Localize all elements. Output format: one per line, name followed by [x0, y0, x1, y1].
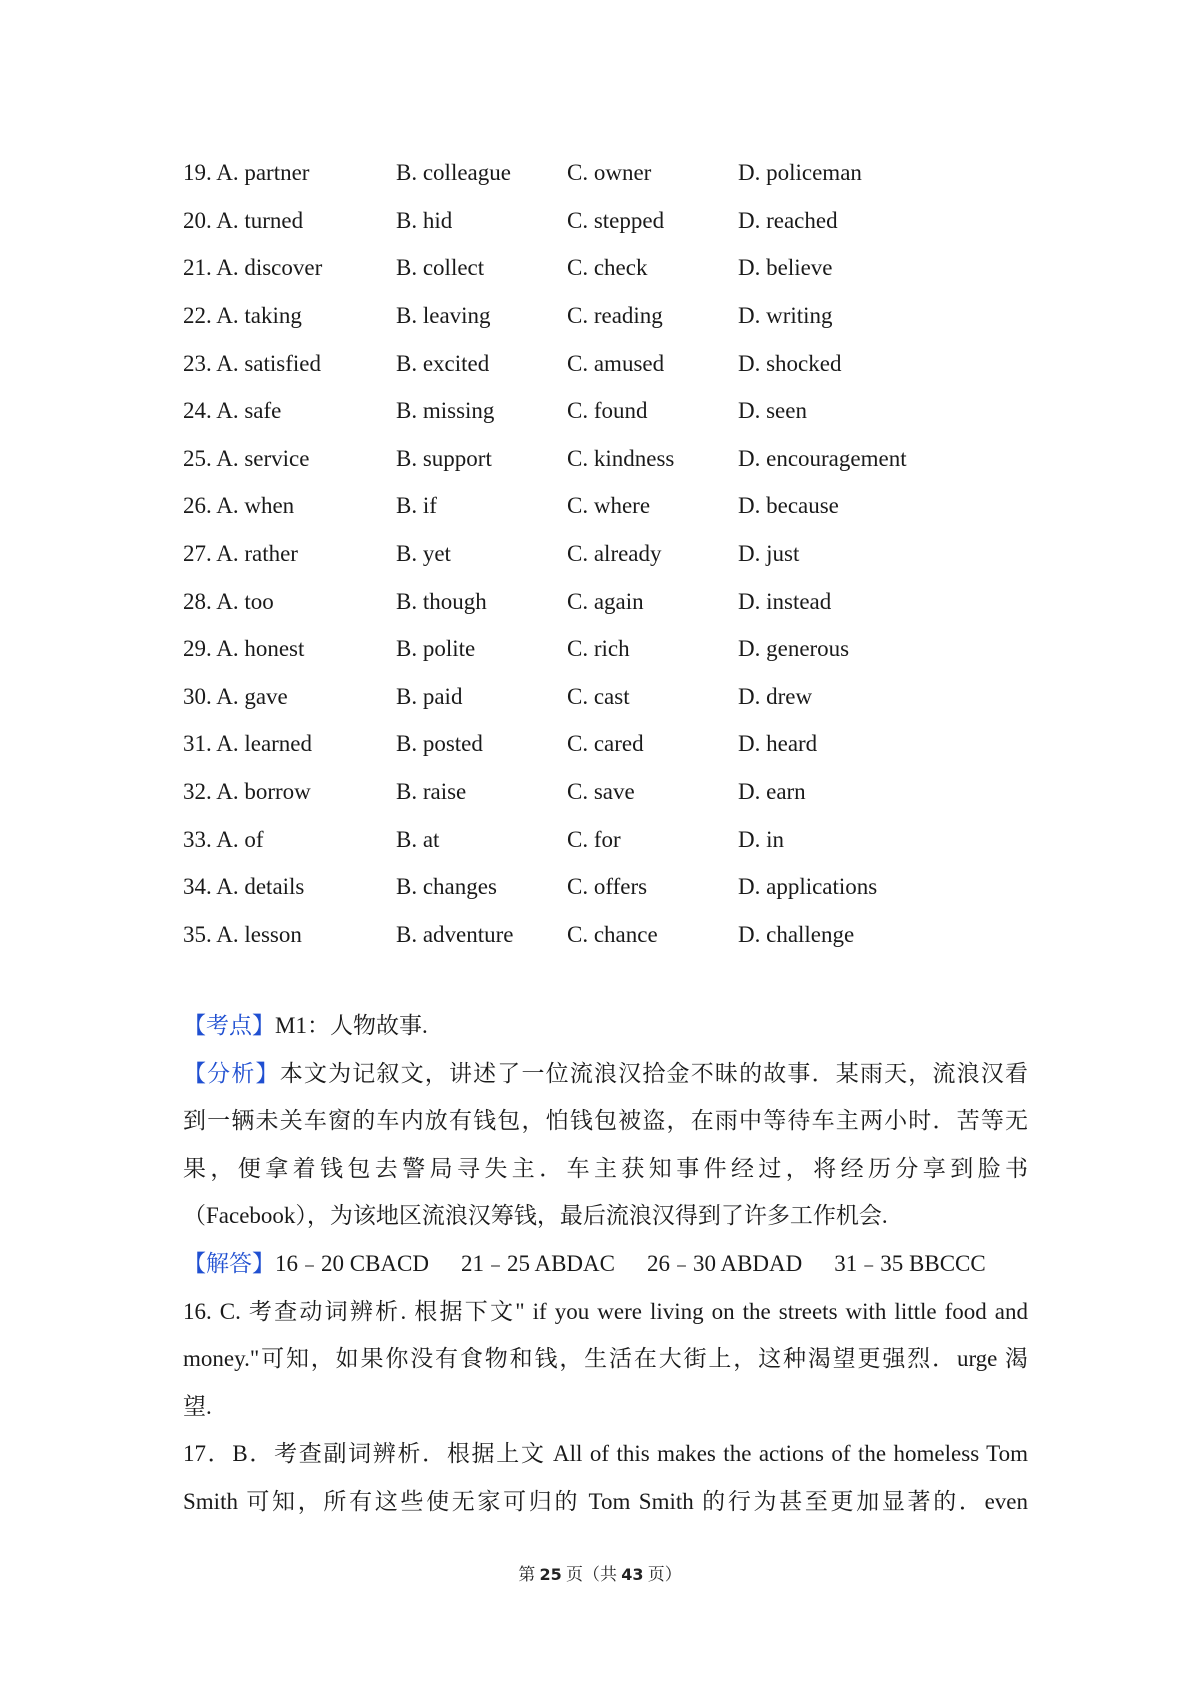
q16-line-1: 16. C. 考查动词辨析. 根据下文" if you were living on the streets with little food and: [183, 1298, 1028, 1324]
fenxi-line-1: 【分析】本文为记叙文，讲述了一位流浪汉拾金不昧的故事．某雨天，流浪汉看: [183, 1060, 1029, 1086]
option-d: D. instead: [738, 588, 832, 614]
option-d: D. drew: [738, 683, 813, 709]
option-a: 26. A. when: [183, 493, 295, 519]
option-a: 28. A. too: [183, 588, 274, 614]
kaodian-text: M1：人物故事.: [275, 1013, 428, 1038]
option-row: [183, 863, 1043, 911]
option-row: [183, 149, 1043, 197]
option-a: 20. A. turned: [183, 207, 304, 233]
option-row: [183, 577, 1043, 625]
option-a: 22. A. taking: [183, 303, 302, 329]
option-b: B. yet: [396, 541, 451, 567]
option-row: [183, 673, 1043, 721]
option-b: B. missing: [396, 398, 495, 424]
options-table: [183, 149, 1043, 958]
option-c: C. kindness: [567, 445, 675, 471]
option-b: B. leaving: [396, 303, 491, 329]
jieda-tag: 【解答】: [183, 1250, 275, 1276]
option-c: C. cared: [567, 731, 644, 757]
option-a: 29. A. honest: [183, 636, 305, 662]
analysis-section: [183, 1002, 1028, 1526]
option-c: C. for: [567, 826, 621, 852]
page-total: 43: [621, 1565, 644, 1584]
option-row: [183, 339, 1043, 387]
option-b: B. polite: [396, 636, 476, 662]
option-b: B. at: [396, 826, 440, 852]
option-a: 33. A. of: [183, 826, 264, 852]
option-a: 24. A. safe: [183, 398, 282, 424]
option-d: D. because: [738, 493, 839, 519]
option-row: [183, 720, 1043, 768]
option-d: D. shocked: [738, 350, 842, 376]
option-c: C. reading: [567, 303, 663, 329]
option-b: B. though: [396, 588, 487, 614]
option-c: C. already: [567, 541, 662, 567]
page-number: 25: [539, 1565, 562, 1584]
option-row: [183, 530, 1043, 578]
option-b: B. colleague: [396, 160, 511, 186]
option-row: [183, 292, 1043, 340]
option-c: C. check: [567, 255, 648, 281]
option-c: C. stepped: [567, 207, 665, 233]
option-d: D. earn: [738, 779, 806, 805]
option-b: B. hid: [396, 207, 453, 233]
fenxi-tag: 【分析】: [183, 1060, 280, 1086]
option-b: B. raise: [396, 779, 467, 805]
option-a: 19. A. partner: [183, 160, 310, 186]
jieda-group-2: 21﹣25 ABDAC: [461, 1250, 615, 1276]
option-a: 35. A. lesson: [183, 921, 302, 947]
option-c: C. owner: [567, 160, 652, 186]
kaodian-line: [183, 1002, 1028, 1050]
option-a: 27. A. rather: [183, 541, 298, 567]
fenxi-line-4: （Facebook），为该地区流浪汉筹钱，最后流浪汉得到了许多工作机会.: [183, 1203, 888, 1229]
option-c: C. offers: [567, 874, 648, 900]
option-b: B. if: [396, 493, 437, 519]
q17-line-1: 17．B．考查副词辨析．根据上文 All of this makes the actions of the homeless Tom: [183, 1441, 1028, 1467]
option-a: 25. A. service: [183, 445, 310, 471]
option-a: 30. A. gave: [183, 683, 288, 709]
option-c: C. found: [567, 398, 648, 424]
option-row: [183, 815, 1043, 863]
option-a: 23. A. satisfied: [183, 350, 321, 376]
option-d: D. heard: [738, 731, 818, 757]
kaodian-tag: 【考点】: [183, 1013, 275, 1038]
option-row: [183, 387, 1043, 435]
option-b: B. posted: [396, 731, 483, 757]
option-c: C. save: [567, 779, 635, 805]
option-b: B. adventure: [396, 921, 514, 947]
option-c: C. where: [567, 493, 651, 519]
option-a: 31. A. learned: [183, 731, 313, 757]
option-row: [183, 197, 1043, 245]
option-c: C. cast: [567, 683, 630, 709]
option-d: D. writing: [738, 303, 833, 329]
option-b: B. support: [396, 445, 492, 471]
option-a: 34. A. details: [183, 874, 305, 900]
fenxi-line-3: 果，便拿着钱包去警局寻失主．车主获知事件经过，将经历分享到脸书: [183, 1155, 1028, 1181]
option-c: C. amused: [567, 350, 665, 376]
option-row: [183, 911, 1043, 959]
option-row: [183, 625, 1043, 673]
option-a: 21. A. discover: [183, 255, 323, 281]
jieda-group-4: 31﹣35 BBCCC: [834, 1250, 986, 1276]
jieda-line: [183, 1240, 1028, 1288]
option-b: B. excited: [396, 350, 490, 376]
option-d: D. encouragement: [738, 445, 907, 471]
option-d: D. reached: [738, 207, 838, 233]
jieda-group-1: 16﹣20 CBACD: [275, 1250, 429, 1276]
jieda-group-3: 26﹣30 ABDAD: [647, 1250, 803, 1276]
option-d: D. seen: [738, 398, 807, 424]
option-c: C. chance: [567, 921, 658, 947]
option-b: B. paid: [396, 683, 463, 709]
q16-line-3: 望.: [183, 1393, 212, 1419]
option-d: D. applications: [738, 874, 878, 900]
option-a: 32. A. borrow: [183, 779, 311, 805]
option-b: B. collect: [396, 255, 485, 281]
option-d: D. believe: [738, 255, 833, 281]
q17-line-2: Smith 可知，所有这些使无家可归的 Tom Smith 的行为甚至更加显著的．even: [183, 1488, 1028, 1514]
option-row: [183, 244, 1043, 292]
option-d: D. challenge: [738, 921, 855, 947]
option-c: C. again: [567, 588, 644, 614]
option-row: [183, 435, 1043, 483]
option-b: B. changes: [396, 874, 497, 900]
page-footer: 第 25 页（共 43 页）: [518, 1565, 682, 1584]
option-d: D. just: [738, 541, 800, 567]
option-row: [183, 768, 1043, 816]
fenxi-line-2: 到一辆未关车窗的车内放有钱包，怕钱包被盗，在雨中等待车主两小时．苦等无: [183, 1108, 1028, 1134]
option-d: D. in: [738, 826, 784, 852]
q16-line-2: money."可知，如果你没有食物和钱，生活在大街上，这种渴望更强烈．urge 渴: [183, 1346, 1028, 1372]
option-d: D. generous: [738, 636, 850, 662]
option-c: C. rich: [567, 636, 630, 662]
option-d: D. policeman: [738, 160, 862, 186]
option-row: [183, 482, 1043, 530]
